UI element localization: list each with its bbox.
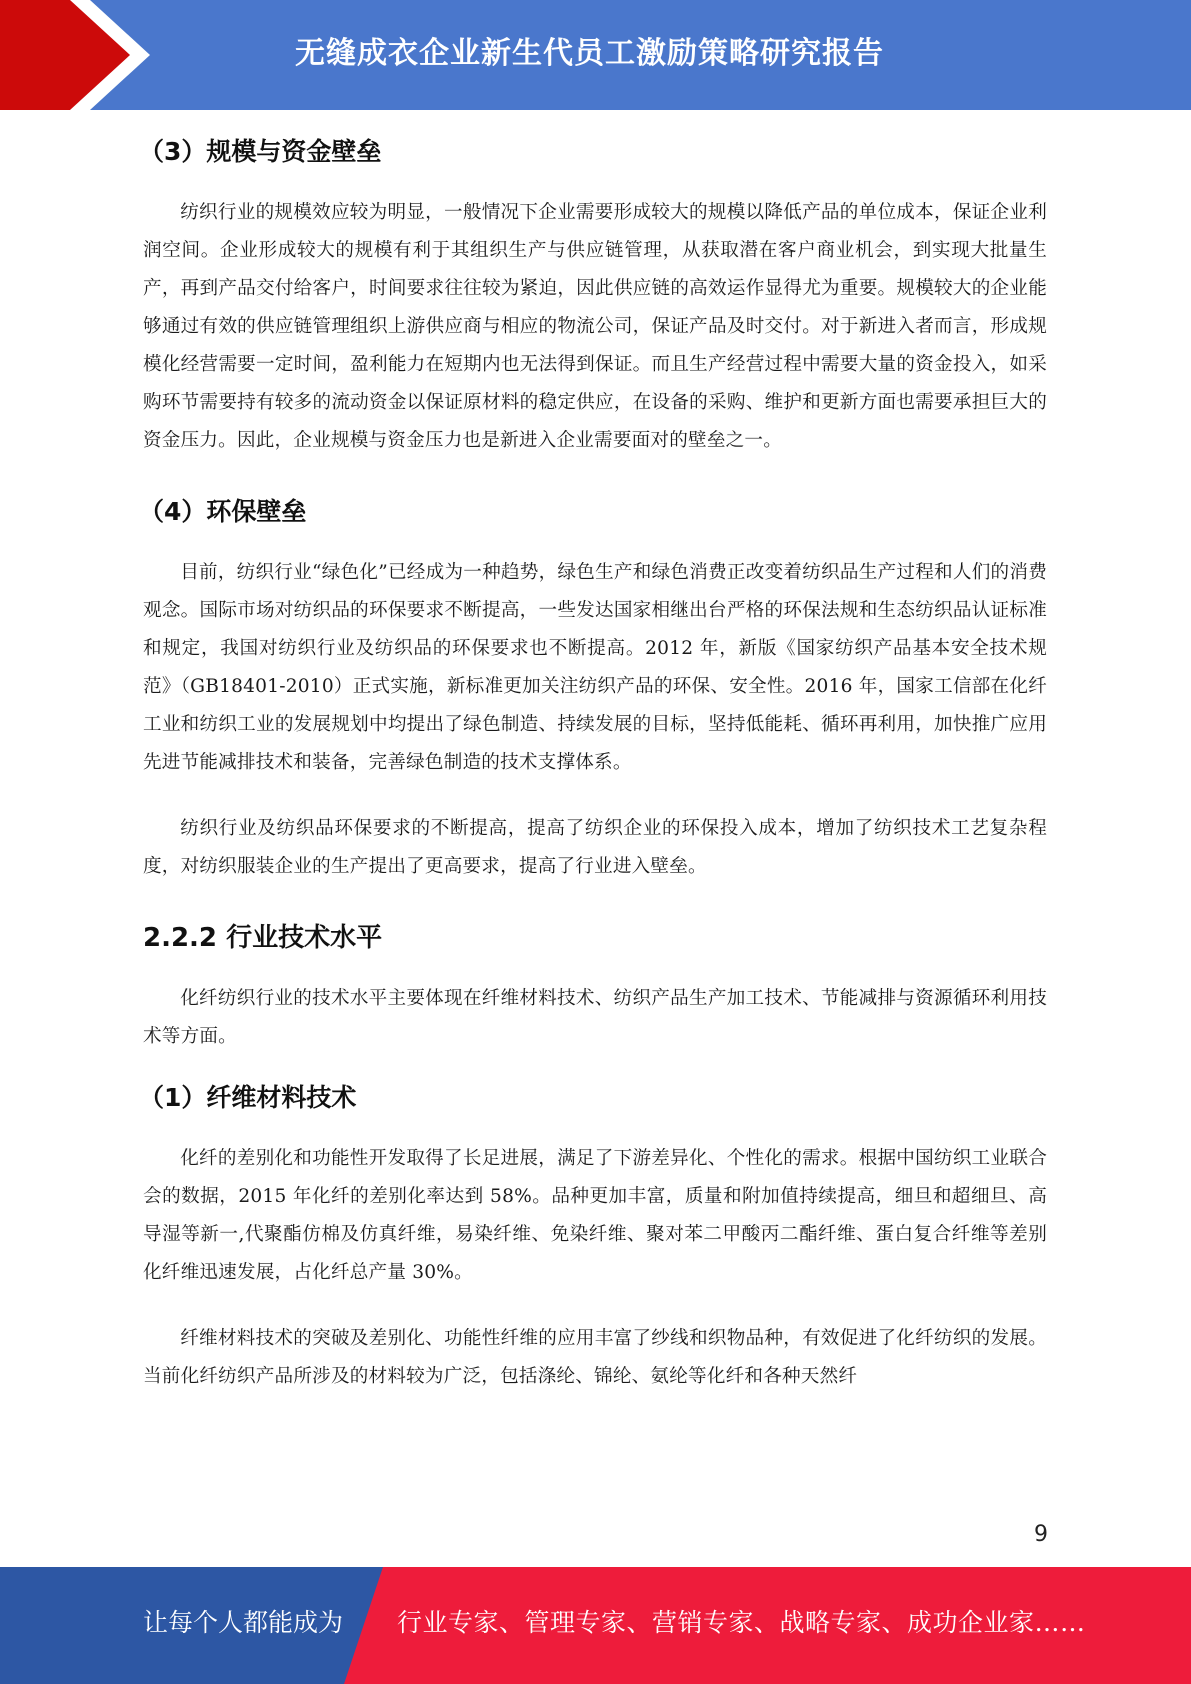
page-footer <box>0 1567 1191 1684</box>
page-number: 9 <box>1034 1522 1048 1547</box>
paragraph-fiber-2: 纤维材料技术的突破及差别化、功能性纤维的应用丰富了纱线和织物品种，有效促进了化纤纺织的发展。当前化纤纺织产品所涉及的材料较为广泛，包括涤纶、锦纶、氨纶等化纤和各种天然纤 <box>143 1328 1047 1387</box>
paragraph-scale-capital: 纺织行业的规模效应较为明显，一般情况下企业需要形成较大的规模以降低产品的单位成本，保证企业利润空间。企业形成较大的规模有利于其组织生产与供应链管理，从获取潜在客户商业机会，到实现大批量生产，再到产品交付给客户，时间要求往往较为紧迫，因此供应链的高效运作显得尤为重要。规模较大的企业能够通过有效的供应链管理组织上游供应商与相应的物流公司，保证产品及时交付。对于新进入者而言，形成规模化经营需要一定时间，盈利能力在短期内也无法得到保证。而且生产经营过程中需要大量的资金投入，如采购环节需要持有较多的流动资金以保证原材料的稳定供应，在设备的采购、维护和更新方面也需要承担巨大的资金压力。因此，企业规模与资金压力也是新进入企业需要面对的壁垒之一。 <box>143 202 1047 451</box>
heading-environmental-barrier: （4）环保壁垒 <box>139 497 307 526</box>
paragraph-tech-level: 化纤纺织行业的技术水平主要体现在纤维材料技术、纺织产品生产加工技术、节能减排与资源循环利用技术等方面。 <box>143 988 1047 1047</box>
footer-slogan-left: 让每个人都能成为 <box>143 1608 344 1637</box>
heading-fiber-material-tech: （1）纤维材料技术 <box>139 1083 357 1112</box>
footer-slogan-right: 行业专家、管理专家、营销专家、战略专家、成功企业家…… <box>397 1608 1086 1637</box>
heading-scale-capital-barrier: （3）规模与资金壁垒 <box>139 137 382 166</box>
document-body <box>139 122 1047 1396</box>
heading-industry-tech-level: 2.2.2 行业技术水平 <box>143 923 383 953</box>
paragraph-fiber-1: 化纤的差别化和功能性开发取得了长足进展，满足了下游差异化、个性化的需求。根据中国纺织工业联合会的数据，2015 年化纤的差别化率达到 58%。品种更加丰富，质量和附加值持续提高，细旦和超细旦、高导湿等新一,代聚酯仿棉及仿真纤维，易染纤维、免染纤维、聚对苯二甲酸丙二酯纤维、蛋白复合纤维等差别化纤维迅速发展，占化纤总产量 30%。 <box>143 1148 1047 1283</box>
page-header <box>0 0 1191 110</box>
paragraph-environmental-2: 纺织行业及纺织品环保要求的不断提高，提高了纺织企业的环保投入成本，增加了纺织技术工艺复杂程度，对纺织服装企业的生产提出了更高要求，提高了行业进入壁垒。 <box>143 818 1047 877</box>
report-title: 无缝成衣企业新生代员工激励策略研究报告 <box>295 36 884 71</box>
paragraph-environmental-1: 目前，纺织行业“绿色化”已经成为一种趋势，绿色生产和绿色消费正改变着纺织品生产过程和人们的消费观念。国际市场对纺织品的环保要求不断提高，一些发达国家相继出台严格的环保法规和生态纺织品认证标准和规定，我国对纺织行业及纺织品的环保要求也不断提高。2012 年，新版《国家纺织产品基本安全技术规范》（GB18401-2010）正式实施，新标准更加关注纺织产品的环保、安全性。2016 年，国家工信部在化纤工业和纺织工业的发展规划中均提出了绿色制造、持续发展的目标，坚持低能耗、循环再利用，加快推广应用先进节能减排技术和装备，完善绿色制造的技术支撑体系。 <box>143 562 1047 773</box>
